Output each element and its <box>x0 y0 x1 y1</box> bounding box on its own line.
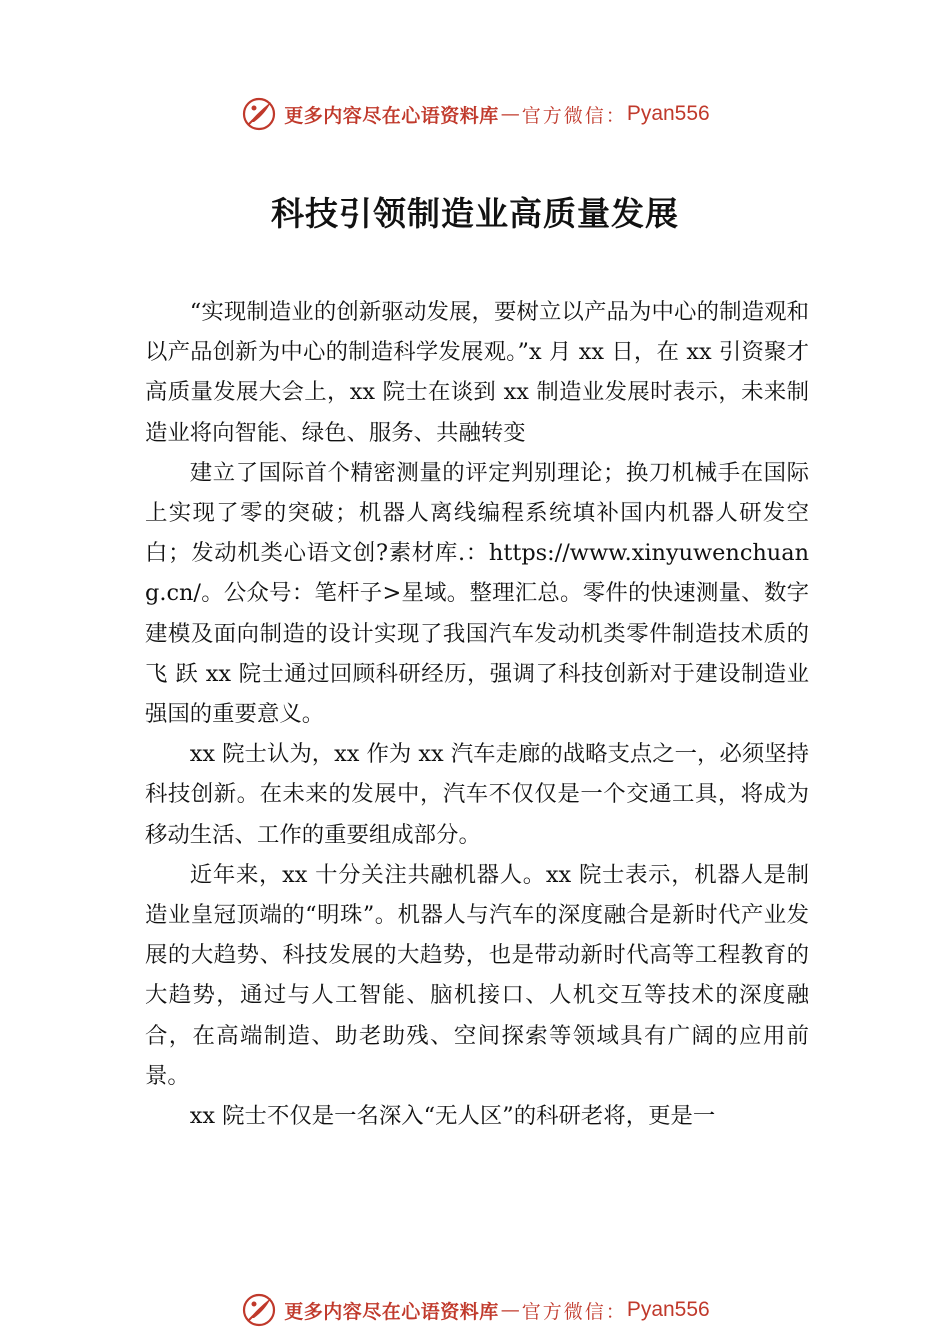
paragraph-5: xx 院士不仅是一名深入“无人区”的科研老将，更是一 <box>189 1103 716 1130</box>
quill-pen-icon <box>240 95 278 133</box>
banner-promo-text: 更多内容尽在心语资料库 <box>284 104 499 127</box>
banner-wechat-id: Pyan556 <box>626 1298 710 1321</box>
paragraph-4: 近年来，xx 十分关注共融机器人。xx 院士表示，机器人是制造业皇冠顶端的“明珠”。机器人与汽车的深度融合是新时代产业发展的大趋势、科技发展的大趋势，也是带动新时代高等工程教育的大趋势，通过与人工智能、脑机接口、人机交互等技术的深度融合，在高端制造、助老助残、空间探索等领域具有广阔的应用前景。 <box>145 861 809 1089</box>
banner-separator: — <box>500 103 520 125</box>
document-body <box>145 292 809 1136</box>
footer-banner <box>0 1288 950 1332</box>
paragraph-2: 建立了国际首个精密测量的评定判别理论；换刀机械手在国际上实现了零的突破；机器人离线编程系统填补国内机器人研发空白；发动机类心语文创?素材库.：https://www.xinyuwenchuang.cn/。公众号：笔杆子>星域。整理汇总。零件的快速测量、数字建模及面向制造的设计实现了我国汽车发动机类零件制造技术质的飞 跃 xx 院士通过回顾科研经历，强调了科技创新对于建设制造业强国的重要意义。 <box>145 459 809 728</box>
header-banner <box>0 92 950 136</box>
banner-wechat-label: 官方微信： <box>521 1300 627 1323</box>
banner-wechat-label: 官方微信： <box>521 104 627 127</box>
paragraph-3: xx 院士认为，xx 作为 xx 汽车走廊的战略支点之一，必须坚持科技创新。在未来的发展中，汽车不仅仅是一个交通工具，将成为移动生活、工作的重要组成部分。 <box>145 741 810 848</box>
paragraph-1: “实现制造业的创新驱动发展，要树立以产品为中心的制造观和以产品创新为中心的制造科学发展观。”x 月 xx 日，在 xx 引资聚才高质量发展大会上，xx 院士在谈到 xx 制造业发展时表示，未来制造业将向智能、绿色、服务、共融转变 <box>145 299 809 446</box>
document-title: 科技引领制造业高质量发展 <box>271 194 679 233</box>
quill-pen-icon <box>240 1291 278 1329</box>
banner-separator: — <box>500 1299 520 1321</box>
banner-wechat-id: Pyan556 <box>626 102 710 125</box>
banner-promo-text: 更多内容尽在心语资料库 <box>284 1300 499 1323</box>
